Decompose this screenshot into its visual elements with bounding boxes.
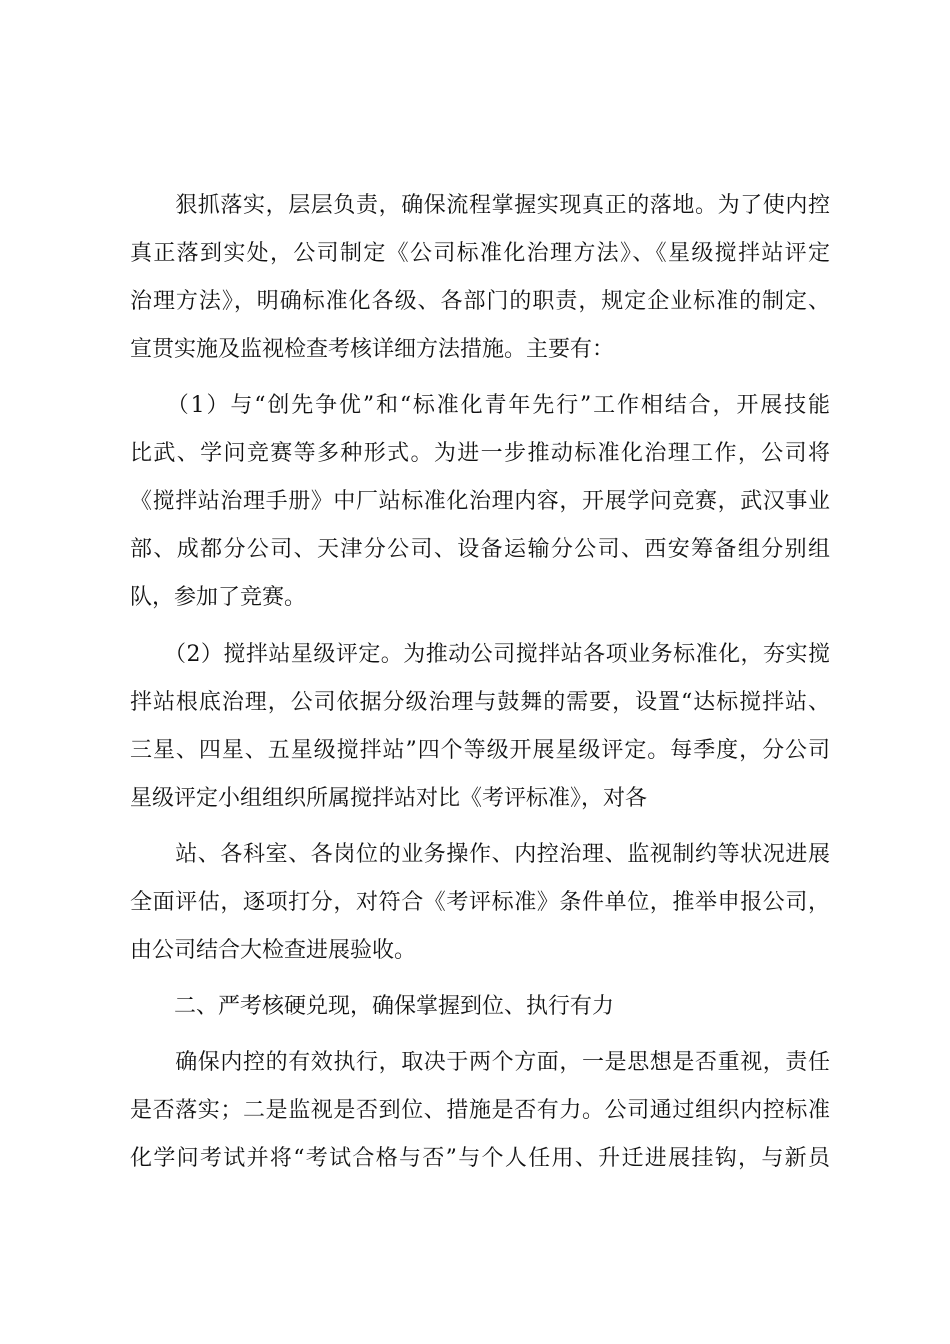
- text-line: 星级评定小组组织所属搅拌站对比《考评标准》，对各: [130, 786, 648, 811]
- text-line: 真正落到实处，公司制定《公司标准化治理方法》、《星级搅拌站评定: [130, 241, 830, 266]
- text-line: 由公司结合大检查进展验收。: [130, 938, 417, 963]
- text-line: 《搅拌站治理手册》中厂站标准化治理内容，开展学问竞赛，武汉事业: [130, 489, 830, 514]
- text-line: 站、各科室、各岗位的业务操作、内控治理、监视制约等状况进展: [130, 842, 830, 867]
- text-line: 拌站根底治理，公司依据分级治理与鼓舞的需要，设置“达标搅拌站、: [130, 690, 830, 715]
- text-line: 化学问考试并将“考试合格与否”与个人任用、升迁进展挂钩，与新员: [130, 1146, 830, 1171]
- text-line: 确保内控的有效执行，取决于两个方面，一是思想是否重视，责任: [130, 1050, 830, 1075]
- text-line: （2）搅拌站星级评定。为推动公司搅拌站各项业务标准化，夯实搅: [130, 642, 830, 667]
- text-line: （1）与“创先争优”和“标准化青年先行”工作相结合，开展技能: [130, 393, 830, 418]
- text-line: 狠抓落实，层层负责，确保流程掌握实现真正的落地。为了使内控: [130, 193, 830, 218]
- text-line: 治理方法》，明确标准化各级、各部门的职责，规定企业标准的制定、: [130, 289, 830, 314]
- text-line: 队，参加了竞赛。: [130, 585, 307, 610]
- text-line: 是否落实；二是监视是否到位、措施是否有力。公司通过组织内控标准: [130, 1098, 830, 1123]
- text-line: 部、成都分公司、天津分公司、设备运输分公司、西安筹备组分别组: [130, 537, 830, 562]
- text-line: 宣贯实施及监视检查考核详细方法措施。主要有：: [130, 337, 615, 362]
- text-line: 比武、学问竞赛等多种形式。为进一步推动标准化治理工作，公司将: [130, 441, 830, 466]
- text-line: 三星、四星、五星级搅拌站”四个等级开展星级评定。每季度，分公司: [130, 738, 830, 763]
- text-line: 全面评估，逐项打分，对符合《考评标准》条件单位，推举申报公司，: [130, 890, 830, 915]
- section-heading: 二、严考核硬兑现，确保掌握到位、执行有力: [130, 994, 615, 1019]
